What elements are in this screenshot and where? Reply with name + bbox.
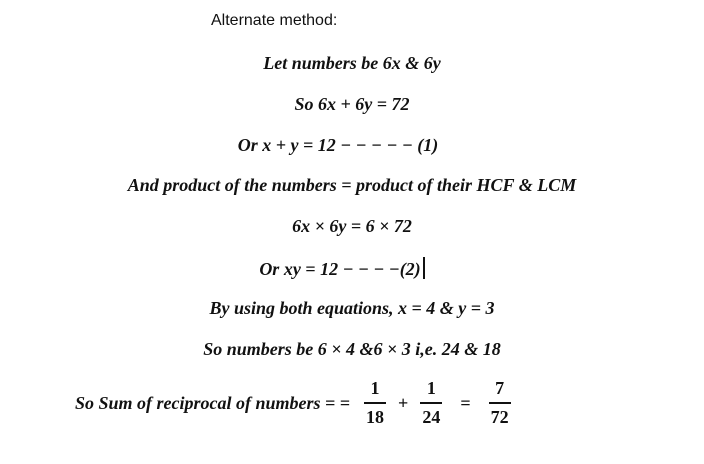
equation-line-8: So numbers be 6 × 4 &6 × 3 i,e. 24 & 18 bbox=[203, 339, 501, 359]
fraction-denominator: 18 bbox=[364, 402, 386, 428]
fraction-numerator: 1 bbox=[370, 378, 380, 399]
fraction-1-over-24 bbox=[420, 378, 442, 427]
fraction-7-over-72 bbox=[489, 378, 511, 427]
equals-sign: = bbox=[460, 392, 471, 413]
reciprocal-sum-equation bbox=[75, 376, 517, 430]
method-heading: Alternate method: bbox=[211, 12, 338, 29]
fraction-1-over-18 bbox=[364, 378, 386, 427]
equation-line-2: So 6x + 6y = 72 bbox=[294, 94, 410, 114]
plus-sign: + bbox=[398, 392, 409, 413]
fraction-numerator: 7 bbox=[495, 378, 505, 399]
equation-line-4: And product of the numbers = product of their HCF & LCM bbox=[127, 175, 577, 195]
equation-line-1: Let numbers be 6x & 6y bbox=[263, 53, 441, 73]
fraction-denominator: 24 bbox=[420, 402, 442, 428]
fraction-denominator: 72 bbox=[489, 402, 511, 428]
equation-line-6-text: Or xy = 12 − − − −(2) bbox=[259, 259, 421, 279]
reciprocal-sum-label: So Sum of reciprocal of numbers = = bbox=[75, 392, 351, 413]
text-cursor bbox=[423, 257, 425, 279]
equation-line-5: 6x × 6y = 6 × 72 bbox=[292, 216, 412, 236]
equation-line-7: By using both equations, x = 4 & y = 3 bbox=[209, 298, 495, 318]
equation-line-3: Or x + y = 12 − − − − − (1) bbox=[237, 135, 439, 155]
fraction-numerator: 1 bbox=[426, 378, 436, 399]
equation-line-6 bbox=[0, 257, 684, 280]
